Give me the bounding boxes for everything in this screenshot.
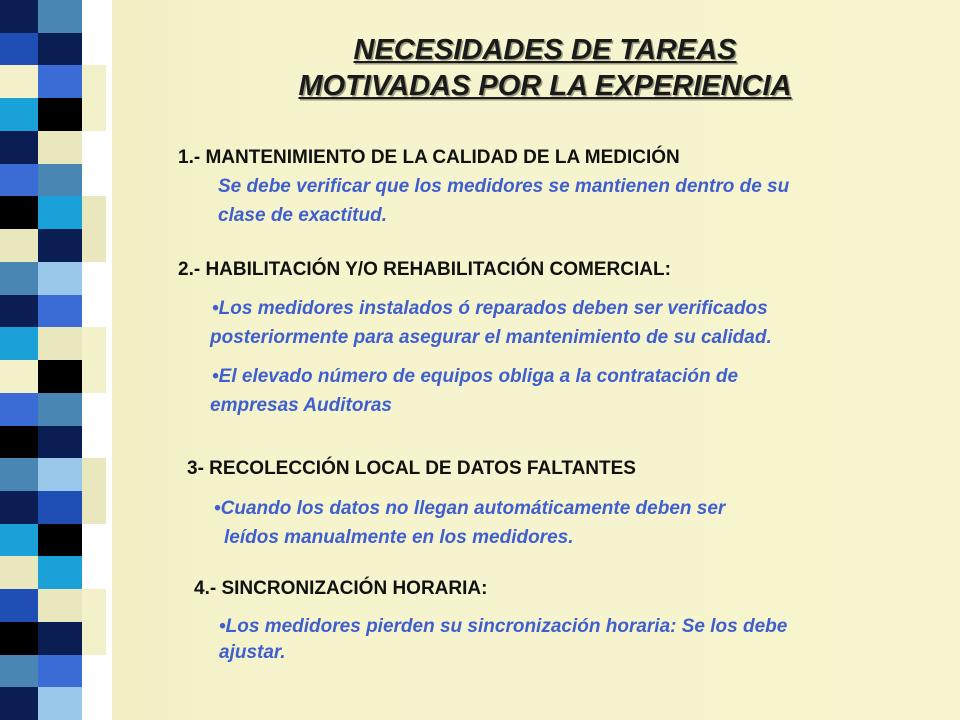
section-1-line-2: clase de exactitud. xyxy=(218,205,387,226)
section-2-bullet-2-line-2: empresas Auditoras xyxy=(210,395,392,416)
section-1-heading: 1.- MANTENIMIENTO DE LA CALIDAD DE LA MEDICIÓN xyxy=(178,147,680,168)
section-4-bullet-1-line-2: ajustar. xyxy=(219,642,286,663)
stripe-column-b xyxy=(38,0,82,720)
section-3-heading: 3- RECOLECCIÓN LOCAL DE DATOS FALTANTES xyxy=(187,458,636,479)
section-2-heading: 2.- HABILITACIÓN Y/O REHABILITACIÓN COMERCIAL: xyxy=(178,259,671,280)
title-line-1: NECESIDADES DE TAREAS xyxy=(353,34,737,66)
section-3-bullet-1-line-1: •Cuando los datos no llegan automáticamente deben ser xyxy=(214,498,726,519)
section-4-bullet-1-line-1: •Los medidores pierden su sincronización horaria: Se los debe xyxy=(219,616,788,637)
slide-title xyxy=(200,32,890,104)
section-1-line-1: Se debe verificar que los medidores se mantienen dentro de su xyxy=(218,176,790,197)
section-3-bullet-1-line-2: leídos manualmente en los medidores. xyxy=(224,527,574,548)
stripe-column-a xyxy=(0,0,38,720)
title-line-2: MOTIVADAS POR LA EXPERIENCIA xyxy=(298,70,792,102)
section-2-bullet-2-line-1: •El elevado número de equipos obliga a la contratación de xyxy=(212,366,739,387)
decorative-stripe-band xyxy=(0,0,112,720)
section-2-bullet-1-line-1: •Los medidores instalados ó reparados deben ser verificados xyxy=(212,298,768,319)
stripe-column-c xyxy=(82,0,106,720)
section-2-bullet-1-line-2: posteriormente para asegurar el mantenimiento de su calidad. xyxy=(210,327,772,348)
section-4-heading: 4.- SINCRONIZACIÓN HORARIA: xyxy=(194,578,488,599)
